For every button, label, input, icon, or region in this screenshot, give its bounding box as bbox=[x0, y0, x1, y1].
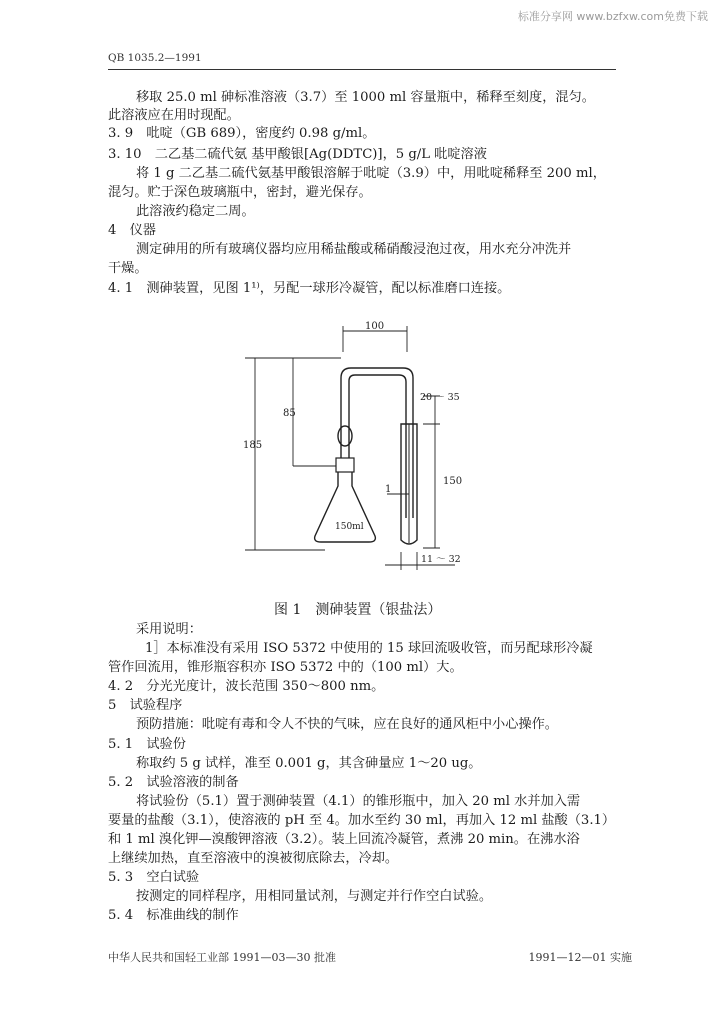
u-tube bbox=[341, 368, 413, 518]
section-heading: 5. 4 标准曲线的制作 bbox=[108, 908, 239, 923]
text-line: 按测定的同样程序，用相同量试剂，与测定并行作空白试验。 bbox=[136, 889, 493, 904]
dim-label-85: 85 bbox=[283, 408, 296, 419]
section-heading: 5. 1 试验份 bbox=[108, 737, 186, 752]
flask-volume-label: 150ml bbox=[335, 522, 364, 532]
text-line: 和 1 ml 溴化钾—溴酸钾溶液（3.2）。装上回流冷凝管，煮沸 20 min。在沸水浴 bbox=[108, 832, 580, 847]
text-line: 称取约 5 g 试样，准至 0.001 g，其含砷量应 1～20 ug。 bbox=[136, 756, 482, 771]
section-heading: 3. 9 吡啶（GB 689），密度约 0.98 g/ml。 bbox=[108, 126, 376, 141]
dim-label-width: 100 bbox=[365, 321, 385, 332]
dim-label-bottom: 11 ～ 32 bbox=[421, 554, 461, 565]
text-line: 1］本标准没有采用 ISO 5372 中使用的 15 球回流吸收管，而另配球形冷凝 bbox=[145, 641, 593, 656]
text-line: 移取 25.0 ml 砷标准溶液（3.7）至 1000 ml 容量瓶中，稀释至刻度，混匀。 bbox=[136, 90, 595, 105]
text-line: 将试验份（5.1）置于测砷装置（4.1）的锥形瓶中，加入 20 ml 水并加入需 bbox=[136, 794, 581, 809]
text-line: 干燥。 bbox=[108, 261, 148, 276]
dim-label-185: 185 bbox=[243, 440, 263, 451]
text-line: 采用说明： bbox=[136, 622, 202, 637]
figure-caption: 图 1 测砷装置（银盐法） bbox=[274, 602, 442, 618]
section-heading: 5. 3 空白试验 bbox=[108, 870, 200, 885]
dim-label-tube-dia: 20 ～ 35 bbox=[420, 392, 460, 403]
standard-code: QB 1035.2—1991 bbox=[108, 52, 202, 64]
apparatus-figure bbox=[235, 318, 480, 588]
text-line: 测定砷用的所有玻璃仪器均应用稀盐酸或稀硝酸浸泡过夜，用水充分冲洗并 bbox=[136, 242, 572, 257]
text-line: 将 1 g 二乙基二硫代氨基甲酸银溶解于吡啶（3.9）中，用吡啶稀释至 200 ml， bbox=[136, 166, 606, 181]
watermark: 标准分享网 www.bzfxw.com免费下载 bbox=[517, 10, 708, 23]
section-heading: 4. 1 测砷装置，见图 1¹⁾，另配一球形冷凝管，配以标准磨口连接。 bbox=[108, 281, 511, 296]
section-heading: 3. 10 二乙基二硫代氨 基甲酸银[Ag(DDTC)]，5 g/L 吡啶溶液 bbox=[108, 147, 487, 162]
footer-implementation: 1991—12—01 实施 bbox=[528, 951, 632, 964]
mark-1-label: 1 bbox=[385, 484, 392, 495]
section-heading: 4. 2 分光光度计，波长范围 350～800 nm。 bbox=[108, 679, 385, 694]
section-heading: 4 仪器 bbox=[108, 223, 156, 238]
text-line: 此溶液约稳定二周。 bbox=[136, 204, 255, 219]
section-heading: 5 试验程序 bbox=[108, 698, 183, 713]
dim-label-150: 150 bbox=[443, 476, 463, 487]
section-heading: 5. 2 试验溶液的制备 bbox=[108, 775, 239, 790]
header-rule bbox=[108, 69, 616, 70]
text-line: 上继续加热，直至溶液中的溴被彻底除去，冷却。 bbox=[108, 851, 399, 866]
text-line: 混匀。贮于深色玻璃瓶中，密封，避光保存。 bbox=[108, 185, 372, 200]
apparatus-drawing bbox=[235, 318, 480, 588]
footer-approval: 中华人民共和国轻工业部 1991—03—30 批准 bbox=[108, 951, 336, 964]
text-line: 预防措施：吡啶有毒和令人不快的气味，应在良好的通风柜中小心操作。 bbox=[136, 717, 558, 732]
text-line: 此溶液应在用时现配。 bbox=[108, 108, 240, 123]
text-line: 要量的盐酸（3.1），使溶液的 pH 至 4。加水至约 30 ml，再加入 12 ml 盐酸（3.1） bbox=[108, 813, 616, 828]
text-line: 管作回流用，锥形瓶容积亦 ISO 5372 中的（100 ml）大。 bbox=[108, 660, 463, 675]
